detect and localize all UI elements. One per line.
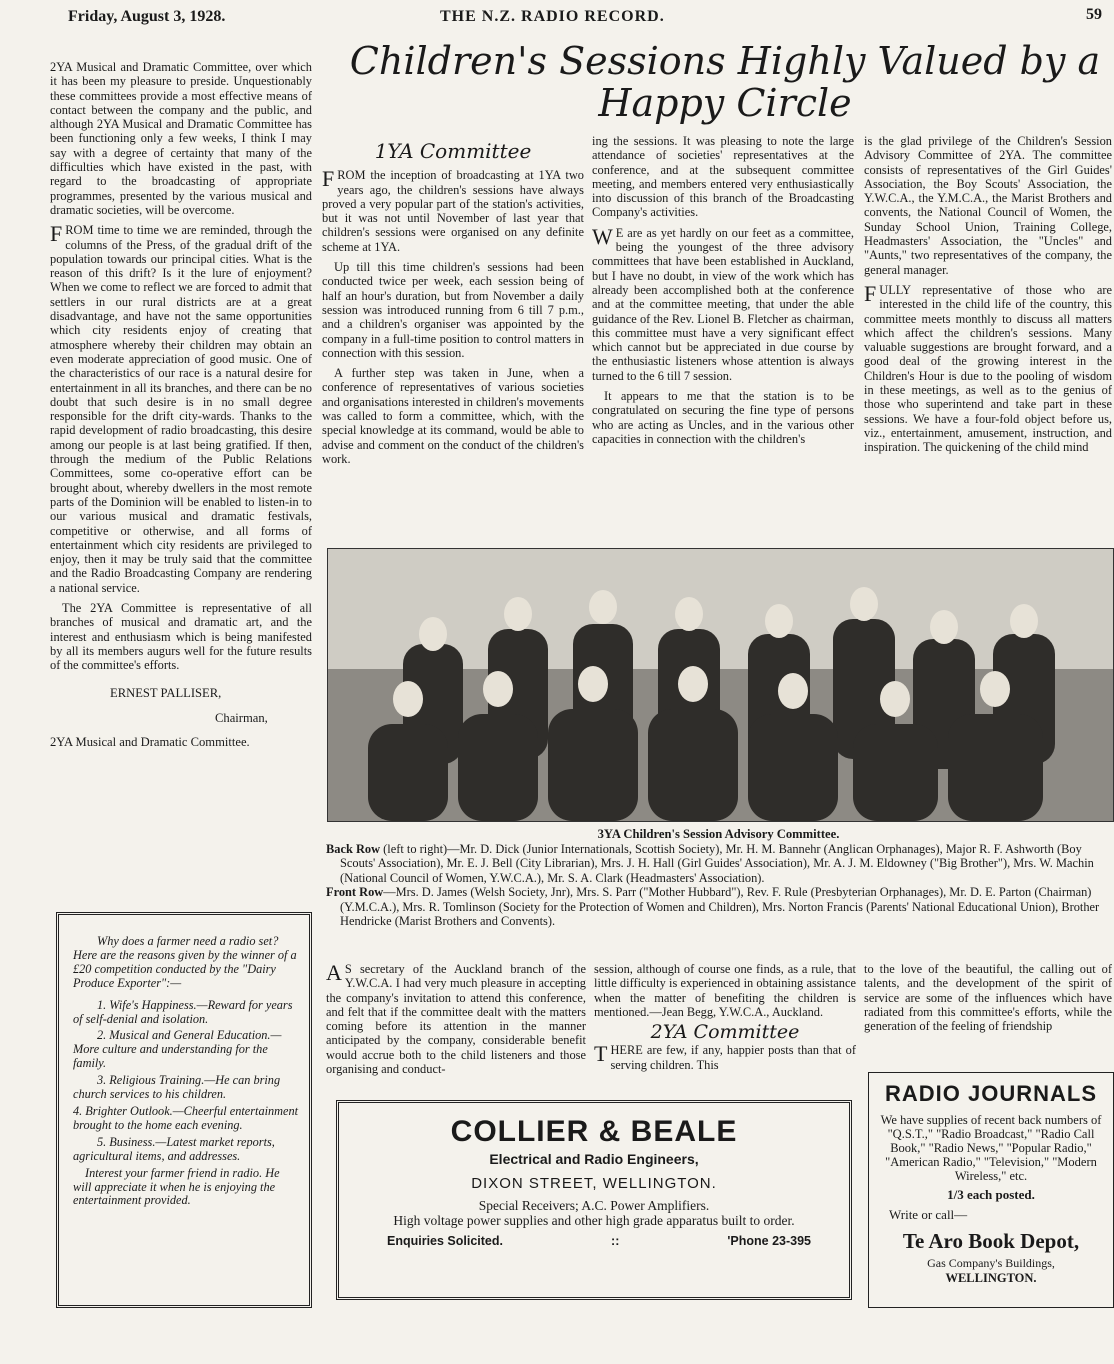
- lower-para-3: to the love of the beautiful, the calling out of talents, and the development of the spirit of service are some of the influences which have radiated from this committee's efforts, while the generation of the feeling of friendship: [864, 962, 1112, 1034]
- col2-para-1: ing the sessions. It was pleasing to note the large attendance of societies' representatives at the conference, and at the subsequent committee meeting, and members entered very enthusiastically into discussion of this branch of the Broadcasting Company's activities.: [592, 134, 854, 220]
- col3-para-2: [864, 280, 1112, 455]
- col1-para-2: Up till this time children's sessions had been conducted twice per week, each session being of half an hour's duration, but from November a daily session was introduced running from 6 till 7 p.m., and a children's organiser was appointed by the company in a full-time position to control matters in connection with this session.: [322, 260, 584, 360]
- drop-cap: F: [50, 221, 63, 247]
- left-para-2: [50, 223, 312, 595]
- article-column-1: [322, 138, 584, 472]
- advert-company-name: COLLIER & BEALE: [450, 1115, 738, 1148]
- journals-price: 1/3 each posted.: [947, 1187, 1035, 1202]
- farmer-radio-box: [56, 912, 312, 1308]
- lower-column-1: [326, 962, 586, 1082]
- col2-para-2: [592, 223, 854, 383]
- article-column-3: [864, 134, 1112, 461]
- caption-front-label: Front Row: [326, 885, 384, 899]
- lower-para-1: [326, 962, 586, 1076]
- advert-footer: [339, 1234, 849, 1248]
- left-para-3: The 2YA Committee is representative of all branches of musical and dramatic art, and the interest and enthusiasm which is being manifested by all its members augurs well for the future results of the committee's efforts.: [50, 600, 312, 673]
- drop-cap: F: [864, 280, 877, 306]
- signature-org: 2YA Musical and Dramatic Committee.: [50, 735, 250, 750]
- caption-title: 3YA Children's Session Advisory Committee.: [597, 827, 840, 841]
- col1-para-1-text: ROM the inception of broadcasting at 1YA two years ago, the children's sessions have always proved a very popular part of the station's activities, but it was not until November of last year that children's sessions were organised on any definite scheme at 1YA.: [322, 168, 584, 254]
- journals-body: We have supplies of recent back numbers of "Q.S.T.," "Radio Broadcast," "Radio Call Book," "Radio News," "Popular Radio," "American Radio," "Television," "Modern Wireless," etc.: [880, 1113, 1102, 1183]
- left-column: [50, 60, 312, 749]
- lower-para-2: session, although of course one finds, as a rule, that little difficulty is experienced in obtaining assistance when the matter of benefiting the children is mentioned.—Jean Begg, Y.W.C.A., Auckland.: [594, 962, 856, 1019]
- caption-back-label: Back Row: [326, 841, 381, 856]
- signature-name: ERNEST PALLISER,: [110, 686, 222, 701]
- advert-separator: ::: [611, 1234, 620, 1248]
- col2-para-2-text: E are as yet hardly on our feet as a committee, being the youngest of the three advisory committees that have been established in Auckland, but I have no doubt, in view of the work which has already been accomplished both at the conference and at the committee meeting, that under the able guidance of the Rev. Lionel B. Fletcher as chairman, this committee must have a very significant effect which cannot but be appreciated in due course by the enthusiastic listeners whose attention is always turned to the 6 till 7 session.: [592, 225, 854, 383]
- advert-phone: 'Phone 23-395: [727, 1234, 811, 1248]
- advert-enquiries: Enquiries Solicited.: [387, 1234, 503, 1248]
- radio-journals-advert: [868, 1072, 1114, 1308]
- photo-caption: [326, 827, 1111, 929]
- caption-front-text: —Mrs. D. James (Welsh Society, Jnr), Mrs. S. Parr ("Mother Hubbard"), Rev. F. Rule (Presbyterian Orphanages), Mr. D. E. Parton (Chairman) (Y.M.C.A.), Mrs. R. Tomlinson (Society for the Protection of Women and Children), Mrs. Norton Francis (Parents' National Educational Union), Brother Hendricke (Marist Brothers and Convents).: [340, 885, 1100, 928]
- collier-beale-advert: [336, 1100, 852, 1300]
- lower-para-1-text: S secretary of the Auckland branch of the Y.W.C.A. I had very much pleasure in accepting the company's invitation to attend this conference, and felt that if the committee dealt with the matters coming before its attention in the manner anticipated by the company, considerable benefit would accrue both to the child listeners and those organising and conduct-: [326, 962, 586, 1077]
- caption-back-text: (left to right)—Mr. D. Dick (Junior Internationals, Scottish Society), Mr. H. M. Bannehr (Anglican Orphanages), Major R. F. Ashworth (Boy Scouts' Association), Mr. E. J. Bell (City Librarian), Mrs. J. H. Hall (Girl Guides' Association), Mr. A. J. M. Eldowney ("Big Brother"), Mrs. W. Machin (National Council of Women, Y.W.C.A.), Mr. S. A. Clark (Headmasters' Association).: [340, 841, 1094, 885]
- col1-para-1: [322, 168, 584, 254]
- drop-cap: W: [592, 223, 613, 249]
- col3-para-1: is the glad privilege of the Children's Session Advisory Committee of 2YA. The committee consists of representatives of the Girl Guides' Association, the Boy Scouts' Association, the Y.W.C.A., the Y.M.C.A., the Marist Brothers and convents, the National Council of Women, the Sunday School Union, Training College, Headmasters' Association, the "Uncles" and "Aunts," two representatives of the company, the general manager.: [864, 134, 1112, 277]
- journals-city: WELLINGTON.: [945, 1271, 1037, 1285]
- signature-role: Chairman,: [215, 710, 268, 725]
- box-item-4: 4. Brighter Outlook.—Cheerful entertainment brought to the home each evening.: [73, 1103, 299, 1132]
- journals-building: Gas Company's Buildings,: [927, 1256, 1055, 1270]
- drop-cap: A: [326, 960, 342, 985]
- journals-write: Write or call—: [889, 1207, 968, 1222]
- page-number: 59: [1086, 6, 1102, 23]
- lower-column-2: [594, 962, 856, 1078]
- drop-cap: F: [322, 166, 335, 192]
- box-item-2: 2. Musical and General Education.—More culture and understanding for the family.: [73, 1028, 282, 1071]
- box-item-1: 1. Wife's Happiness.—Reward for years of self-denial and isolation.: [73, 997, 293, 1026]
- drop-cap: T: [594, 1041, 608, 1067]
- photo-illustration: [328, 549, 1113, 821]
- article-headline: Children's Sessions Highly Valued by a Happy Circle: [349, 39, 1101, 125]
- col3-para-2-text: ULLY representative of those who are interested in the child life of the country, this committee meets monthly to discuss all matters which affect the children's sessions. Many valuable suggestions are brought forward, and a good deal of the growing interest in the Children's Hour is due to the pooling of wisdom in these meetings, as well as to the genius of those who superintend and take part in these sessions. We have a four-fold object before us, viz., entertainment, amusement, instruction, and inspiration. The quickening of the child mind: [864, 282, 1112, 455]
- lower-para-2b-text: HERE are few, if any, happier posts than that of serving children. This: [610, 1043, 856, 1072]
- lower-para-2b: [594, 1043, 856, 1072]
- box-item-6: Interest your farmer friend in radio. He will appreciate it when he is enjoying the entertainment provided.: [73, 1165, 280, 1208]
- col1-para-3: A further step was taken in June, when a conference of representatives of various societies and organisations interested in children's movements was called to form a committee, which, with the special knowledge at its command, would be able to advise and comment on the conduct of the children's work.: [322, 366, 584, 466]
- left-para-2-text: ROM time to time we are reminded, through the columns of the Press, of the gradual drift of the population towards our principal cities. What is the reason of this drift? Is it the lure of enjoyment? When we come to reflect we are forced to admit that settlers in our rural districts are at a great disadvantage, and have not the same opportunities which city residents enjoy of creating that atmosphere whereby their children may obtain an even moderate appreciation of good music. One of the characteristics of our race is a natural desire for entertainment in all its branches, and there can be no doubt that such desire is in no small degree responsible for the drift city-wards. Thanks to the rapid development of radio broadcasting, this desire among our people is at last being gratified. If then, through the medium of the Public Relations Committees, some co-operative effort can be brought about, whereby dwellers in the most remote parts of the Dominion will be enabled to listen-in to our various musical and dramatic festivals, competitive or otherwise, and all forms of entertainment which city residents are privileged to enjoy, then it may be truly said that the committee and the Radio Broadcasting Company are rendering a national service.: [50, 223, 312, 595]
- col2-para-3: It appears to me that the station is to be congratulated on securing the fine type of persons who are acting as Uncles, and in the various other capacities in connection with the children's: [592, 389, 854, 446]
- box-item-3: 3. Religious Training.—He can bring church services to his children.: [73, 1073, 281, 1102]
- journals-depot: Te Aro Book Depot,: [902, 1229, 1080, 1253]
- advert-tagline: Electrical and Radio Engineers,: [489, 1151, 699, 1167]
- article-column-2: [592, 134, 854, 452]
- journals-title: RADIO JOURNALS: [884, 1081, 1097, 1106]
- subhead-1ya: 1YA Committee: [374, 139, 532, 163]
- advert-line-2: High voltage power supplies and other high grade apparatus built to order.: [393, 1213, 795, 1228]
- box-item-5: 5. Business.—Latest market reports, agricultural items, and addresses.: [73, 1134, 275, 1163]
- caption-front-row: [326, 885, 1111, 929]
- caption-back-row: [326, 842, 1111, 886]
- advert-line-1: Special Receivers; A.C. Power Amplifiers.: [478, 1198, 710, 1213]
- subhead-2ya: 2YA Committee: [650, 1021, 800, 1044]
- left-para-1: 2YA Musical and Dramatic Committee, over which it has been my pleasure to preside. Unquestionably these committees provide a most effective means of contact between the company and the public, and although 2YA Musical and Dramatic Committee has been functioning only a few weeks, I think I may say with a degree of certainty that many of the difficulties which have existed in the past, with regard to the broadcasting of appropriate programmes, presented by the various musical and dramatic societies, will be overcome.: [50, 60, 312, 217]
- committee-group-photo: [327, 548, 1114, 822]
- issue-date: Friday, August 3, 1928.: [68, 8, 226, 25]
- lower-column-3: [864, 962, 1112, 1039]
- box-intro: Why does a farmer need a radio set? Here are the reasons given by the winner of a £20 competition conducted by the "Dairy Produce Exporter":—: [73, 934, 297, 990]
- publication-title: THE N.Z. RADIO RECORD.: [440, 8, 665, 25]
- advert-address: DIXON STREET, WELLINGTON.: [471, 1175, 717, 1192]
